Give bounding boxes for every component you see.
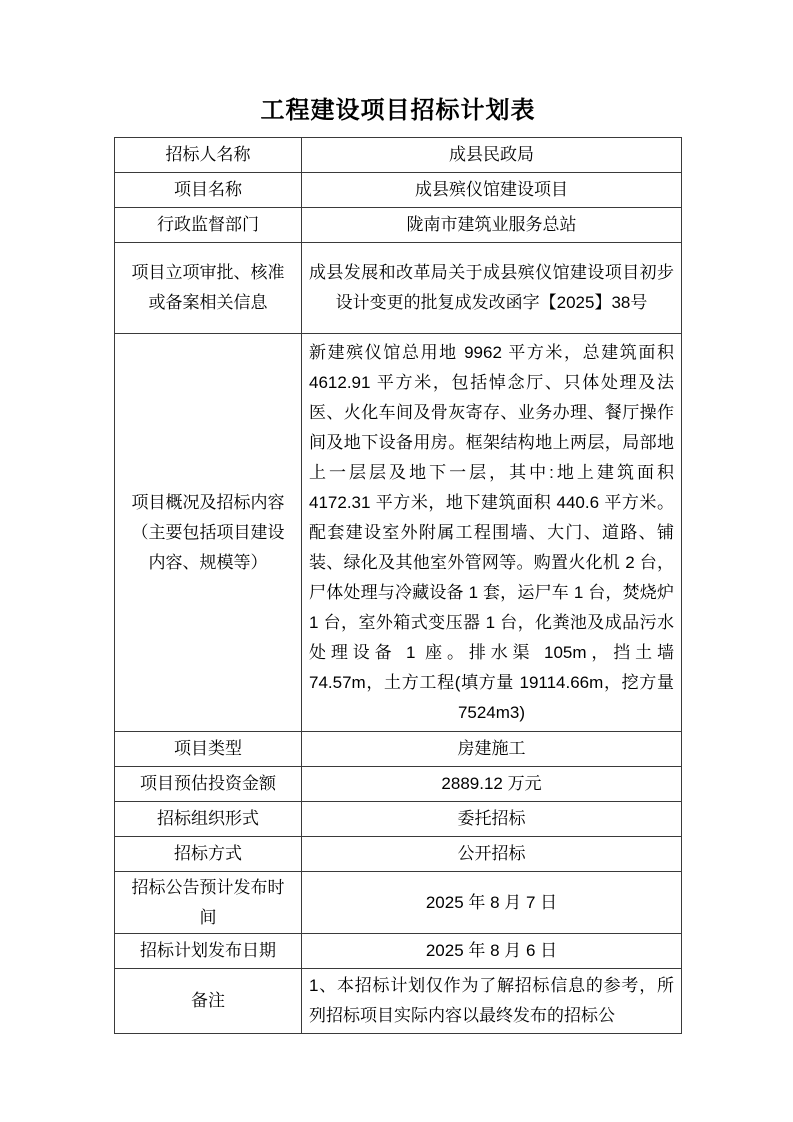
row-label: 招标方式 (115, 837, 302, 872)
row-label: 招标计划发布日期 (115, 934, 302, 969)
row-label: 项目名称 (115, 173, 302, 208)
row-label: 备注 (115, 969, 302, 1034)
table-row-estimated-investment (115, 767, 682, 802)
document-title: 工程建设项目招标计划表 (260, 98, 536, 124)
table-row-plan-publish-date (115, 934, 682, 969)
row-label: 项目类型 (115, 732, 302, 767)
row-label: 招标组织形式 (115, 802, 302, 837)
row-value: 陇南市建筑业服务总站 (302, 208, 682, 243)
row-value: 2025 年 8 月 7 日 (302, 872, 682, 934)
table-row-supervising-department (115, 208, 682, 243)
row-value: 成县殡仪馆建设项目 (302, 173, 682, 208)
row-label: 招标人名称 (115, 138, 302, 173)
row-label: 行政监督部门 (115, 208, 302, 243)
row-label: 招标公告预计发布时间 (115, 872, 302, 934)
row-value: 2025 年 8 月 6 日 (302, 934, 682, 969)
row-value: 2889.12 万元 (302, 767, 682, 802)
table-row-project-name (115, 173, 682, 208)
row-value: 1、本招标计划仅作为了解招标信息的参考，所列招标项目实际内容以最终发布的招标公 (302, 969, 682, 1034)
row-value: 成县发展和改革局关于成县殡仪馆建设项目初步设计变更的批复成发改函字【2025】38号 (302, 243, 682, 334)
row-value: 公开招标 (302, 837, 682, 872)
row-value: 新建殡仪馆总用地 9962 平方米，总建筑面积 4612.91 平方米，包括悼念厅、只体处理及法医、火化车间及骨灰寄存、业务办理、餐厅操作间及地下设备用房。框架结构地上两层，局部地上一层层及地下一层，其中:地上建筑面积 4172.31 平方米，地下建筑面积 440.6 平方米。配套建设室外附属工程围墙、大门、道路、铺装、绿化及其他室外管网等。购置火化机 2 台，尸体处理与冷藏设备 1 套，运尸车 1 台，焚烧炉 1 台，室外箱式变压器 1 台，化粪池及成品污水处理设备 1 座。排水渠 105m，挡土墙 74.57m，土方工程(填方量 19114.66m，挖方量 7524m3) (302, 334, 682, 732)
row-value: 成县民政局 (302, 138, 682, 173)
table-row-organization-form (115, 802, 682, 837)
row-label: 项目预估投资金额 (115, 767, 302, 802)
row-label: 项目概况及招标内容（主要包括项目建设内容、规模等） (115, 334, 302, 732)
row-label: 项目立项审批、核准或备案相关信息 (115, 243, 302, 334)
table-row-tenderer-name (115, 138, 682, 173)
bidding-plan-table (114, 137, 682, 1034)
row-value: 委托招标 (302, 802, 682, 837)
table-row-announcement-date (115, 872, 682, 934)
table-row-bidding-method (115, 837, 682, 872)
table-row-remarks (115, 969, 682, 1034)
table-row-project-overview (115, 334, 682, 732)
table-row-approval-info (115, 243, 682, 334)
row-value: 房建施工 (302, 732, 682, 767)
table-row-project-type (115, 732, 682, 767)
